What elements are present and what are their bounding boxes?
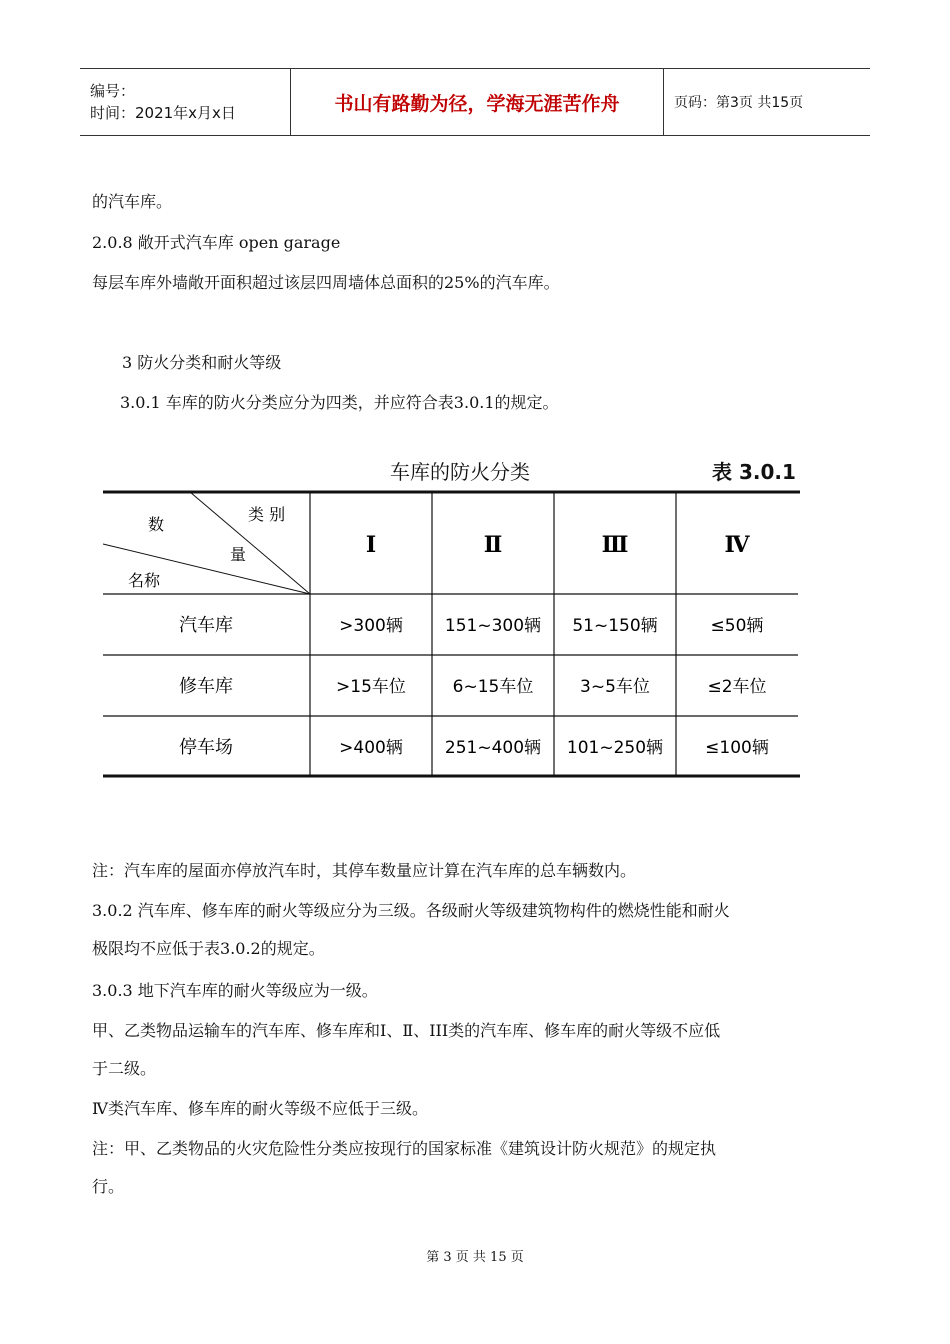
table-cell: >300辆 bbox=[339, 616, 403, 636]
page-header bbox=[80, 68, 870, 136]
paragraph: 2.0.8 敞开式汽车库 open garage bbox=[92, 233, 341, 252]
table-cell: ≤50辆 bbox=[710, 616, 764, 636]
corner-quantity-label: 数 bbox=[148, 515, 165, 534]
fire-classification-table bbox=[100, 488, 802, 780]
class-header: Ⅲ bbox=[601, 532, 629, 558]
table-cell: >15车位 bbox=[336, 677, 406, 697]
paragraph: 极限均不应低于表3.0.2的规定。 bbox=[92, 939, 325, 958]
note: 注：甲、乙类物品的火灾危险性分类应按现行的国家标准《建筑设计防火规范》的规定执 bbox=[92, 1139, 717, 1158]
table-cell: 151~300辆 bbox=[444, 616, 542, 636]
section-heading: 3 防火分类和耐火等级 bbox=[122, 353, 282, 372]
class-header: Ⅰ bbox=[365, 532, 377, 558]
table-title: 车库的防火分类 bbox=[390, 460, 530, 484]
date-line: 时间：2021年x月x日 bbox=[90, 104, 236, 122]
class-header: Ⅱ bbox=[483, 532, 503, 558]
paragraph: 的汽车库。 bbox=[92, 192, 173, 211]
note: 行。 bbox=[92, 1177, 125, 1196]
paragraph: 每层车库外墙敞开面积超过该层四周墙体总面积的25%的汽车库。 bbox=[92, 273, 560, 292]
table-cell: ≤100辆 bbox=[705, 738, 769, 758]
table-cell: 6~15车位 bbox=[452, 677, 534, 697]
row-name: 停车场 bbox=[179, 737, 233, 758]
paragraph: 3.0.1 车库的防火分类应分为四类，并应符合表3.0.1的规定。 bbox=[120, 393, 559, 412]
paragraph: Ⅳ类汽车库、修车库的耐火等级不应低于三级。 bbox=[92, 1099, 428, 1118]
header-page-info: 页码：第3页 共15页 bbox=[664, 69, 871, 136]
paragraph: 3.0.2 汽车库、修车库的耐火等级应分为三级。各级耐火等级建筑物构件的燃烧性能和耐火 bbox=[92, 901, 730, 920]
table-cell: 3~5车位 bbox=[580, 677, 650, 697]
corner-name-label: 名称 bbox=[128, 571, 161, 590]
page-footer: 第 3 页 共 15 页 bbox=[426, 1250, 524, 1265]
header-motto: 书山有路勤为径，学海无涯苦作舟 bbox=[291, 69, 664, 136]
corner-quantity-label: 量 bbox=[230, 545, 247, 564]
corner-category-label: 类 别 bbox=[248, 505, 286, 524]
table-cell: 251~400辆 bbox=[444, 738, 542, 758]
paragraph: 3.0.3 地下汽车库的耐火等级应为一级。 bbox=[92, 981, 378, 1000]
table-cell: 101~250辆 bbox=[566, 738, 664, 758]
serial-label: 编号： bbox=[90, 82, 136, 100]
table-cell: >400辆 bbox=[339, 738, 403, 758]
note: 注：汽车库的屋面亦停放汽车时，其停车数量应计算在汽车库的总车辆数内。 bbox=[92, 861, 637, 880]
table-number: 表 3.0.1 bbox=[712, 460, 796, 484]
class-header: Ⅳ bbox=[724, 532, 750, 558]
row-name: 修车库 bbox=[179, 676, 233, 697]
row-name: 汽车库 bbox=[179, 615, 233, 636]
table-cell: 51~150辆 bbox=[572, 616, 658, 636]
table-cell: ≤2车位 bbox=[707, 677, 767, 697]
paragraph: 甲、乙类物品运输车的汽车库、修车库和Ⅰ、Ⅱ、III类的汽车库、修车库的耐火等级不应低 bbox=[92, 1021, 721, 1040]
header-meta bbox=[80, 69, 291, 136]
paragraph: 于二级。 bbox=[92, 1059, 157, 1078]
